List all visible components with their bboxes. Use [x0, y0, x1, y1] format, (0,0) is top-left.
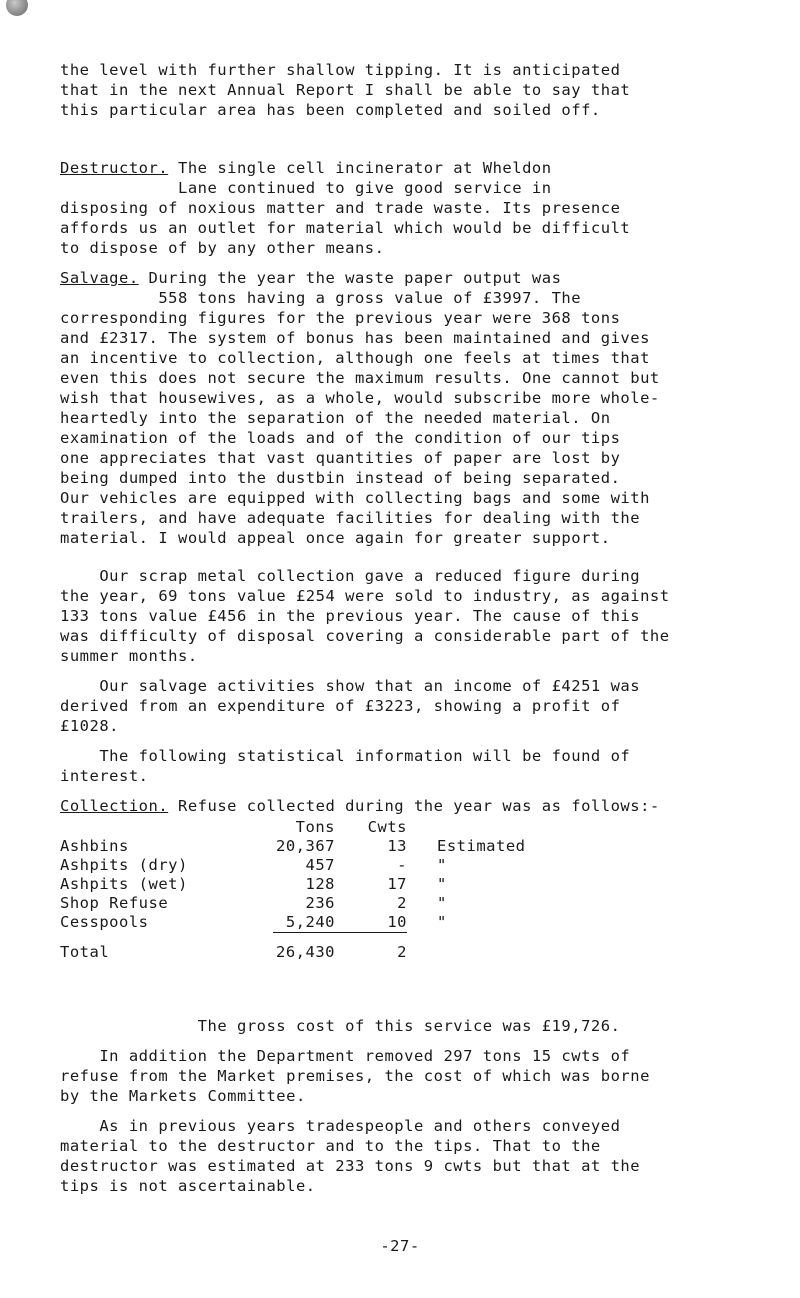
salvage-income-paragraph: Our salvage activities show that an income of £4251 was derived from an expenditure of £3223, showing a profit of £1028. — [60, 677, 641, 735]
note-cell: " — [437, 913, 447, 931]
table-header-cell — [407, 818, 597, 837]
cwts-cell: 10 — [335, 913, 407, 933]
cwts-cell: 13 — [387, 837, 407, 855]
tons-header: Tons — [295, 818, 335, 836]
intro-paragraph: the level with further shallow tipping. It is anticipated that in the next Annual Report I shall be able to say that this particular area has been completed and soiled off. — [60, 61, 631, 119]
statistical-paragraph: The following statistical information will be found of interest. — [60, 747, 631, 785]
row-label: Ashpits (dry) — [60, 856, 188, 874]
row-label: Ashpits (wet) — [60, 875, 188, 893]
gross-cost-paragraph: The gross cost of this service was £19,726. — [60, 1017, 621, 1035]
destructor-body: The single cell incinerator at Wheldon Lane continued to give good service in disposing of noxious matter and trade waste. Its presence affords us an outlet for material which would be difficult to dispose of by any other means. — [60, 159, 631, 257]
total-row — [60, 933, 597, 963]
cwts-cell: 17 — [387, 875, 407, 893]
cwts-cell: - — [397, 856, 407, 874]
total-label: Total — [60, 942, 110, 961]
table-row — [60, 894, 597, 913]
punch-hole-icon — [6, 0, 28, 16]
note-cell: " — [437, 856, 447, 874]
tons-cell: 236 — [305, 894, 335, 912]
total-tons: 26,430 — [276, 943, 335, 961]
market-paragraph: In addition the Department removed 297 tons 15 cwts of refuse from the Market premises, the cost of which was borne by the Markets Committee. — [60, 1047, 650, 1105]
cwts-header: Cwts — [367, 818, 407, 836]
refuse-collection-table — [60, 818, 597, 962]
destructor-paragraph — [60, 158, 630, 258]
note-cell: Estimated — [437, 837, 526, 855]
tons-cell: 128 — [305, 875, 335, 893]
note-cell: " — [437, 894, 447, 912]
collection-body: Refuse collected during the year was as follows:- — [168, 797, 660, 815]
salvage-heading: Salvage. — [60, 269, 139, 287]
row-label: Cesspools — [60, 913, 149, 931]
salvage-paragraph — [60, 268, 660, 548]
salvage-body: During the year the waste paper output was 558 tons having a gross value of £3997. The corresponding figures for the previous year were 368 tons and £2317. The system of bonus has been maintained and gives an incentive to collection, although one feels at times that even this does not secure the maximum results. One cannot but wish that housewives, as a whole, would subscribe more whole- heartedly into the separation of the needed material. On examination of the loads and of the condition of our tips one appreciates that vast quantities of paper are lost by being dumped into the dustbin instead of being separated. Our vehicles are equipped with collecting bags and some with trailers, and have adequate facilities for dealing with the material. I would appeal once again for greater support. — [60, 269, 660, 547]
table-row — [60, 913, 597, 933]
table-row — [60, 875, 597, 894]
page-number: -27- — [380, 1237, 420, 1255]
tons-cell: 457 — [305, 856, 335, 874]
row-label: Ashbins — [60, 837, 129, 855]
destructor-heading: Destructor. — [60, 159, 169, 177]
table-row — [60, 837, 597, 856]
collection-heading: Collection. — [60, 797, 169, 815]
table-header-row — [60, 818, 597, 837]
tons-cell: 5,240 — [273, 913, 335, 933]
collection-paragraph — [60, 796, 660, 816]
tradespeople-paragraph: As in previous years tradespeople and others conveyed material to the destructor and to the tips. That to the destructor was estimated at 233 tons 9 cwts but that at the tips is not ascertainable. — [60, 1117, 641, 1195]
scrap-metal-paragraph: Our scrap metal collection gave a reduced figure during the year, 69 tons value £254 were sold to industry, as against 133 tons value £456 in the previous year. The cause of this was difficulty of disposal covering a considerable part of the summer months. — [60, 567, 670, 665]
table-header-cell — [60, 818, 273, 837]
cwts-cell: 2 — [397, 894, 407, 912]
note-cell: " — [437, 875, 447, 893]
total-cwts: 2 — [397, 943, 407, 961]
tons-cell: 20,367 — [276, 837, 335, 855]
row-label: Shop Refuse — [60, 894, 169, 912]
table-row — [60, 856, 597, 875]
